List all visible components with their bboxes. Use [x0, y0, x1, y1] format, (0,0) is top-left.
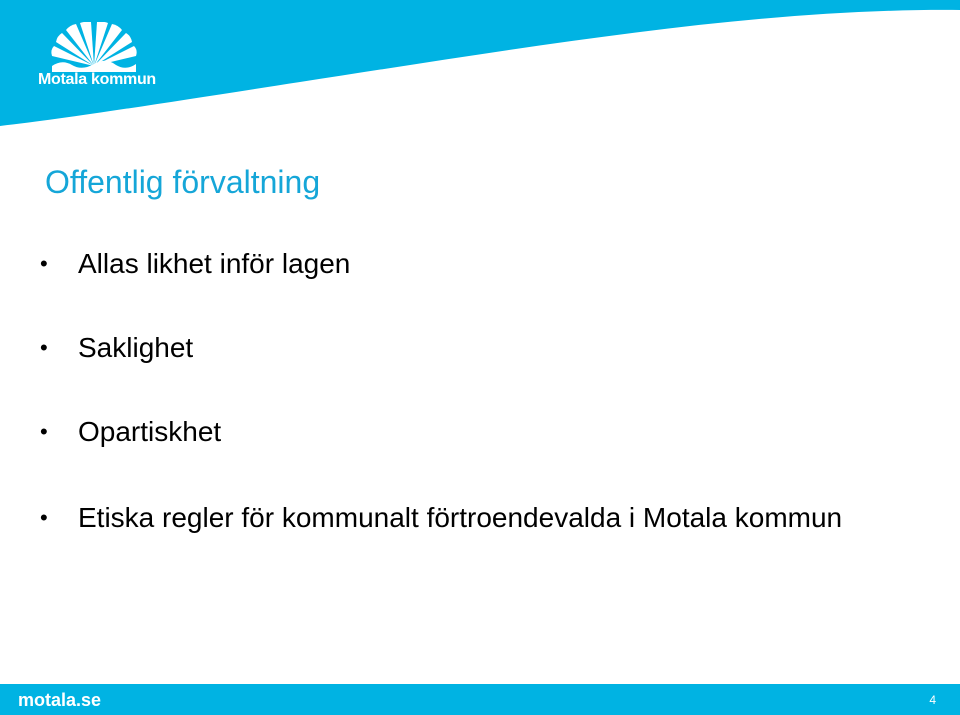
- slide-title: Offentlig förvaltning: [45, 164, 321, 200]
- bullet-dot-icon: •: [40, 251, 48, 276]
- logo-text: Motala kommun: [38, 71, 156, 88]
- bullet-text: Allas likhet inför lagen: [78, 248, 351, 279]
- bullet-item: [40, 416, 860, 448]
- page-number: 4: [929, 693, 936, 707]
- motala-kommun-logo[interactable]: [38, 22, 156, 92]
- fan-sun-logo-icon: [48, 22, 140, 72]
- bullet-item: [40, 332, 860, 364]
- footer-bar: [0, 684, 960, 715]
- bullet-text: Opartiskhet: [78, 416, 222, 447]
- footer-site-link[interactable]: motala.se: [18, 690, 102, 710]
- bullet-item: [40, 248, 860, 280]
- bullet-text: Saklighet: [78, 332, 194, 363]
- bullet-dot-icon: •: [40, 335, 48, 360]
- bullet-text: Etiska regler för kommunalt förtroendevalda i Motala kommun: [78, 502, 843, 533]
- bullet-item: [40, 502, 860, 534]
- bullet-dot-icon: •: [40, 419, 48, 444]
- bullet-dot-icon: •: [40, 505, 48, 530]
